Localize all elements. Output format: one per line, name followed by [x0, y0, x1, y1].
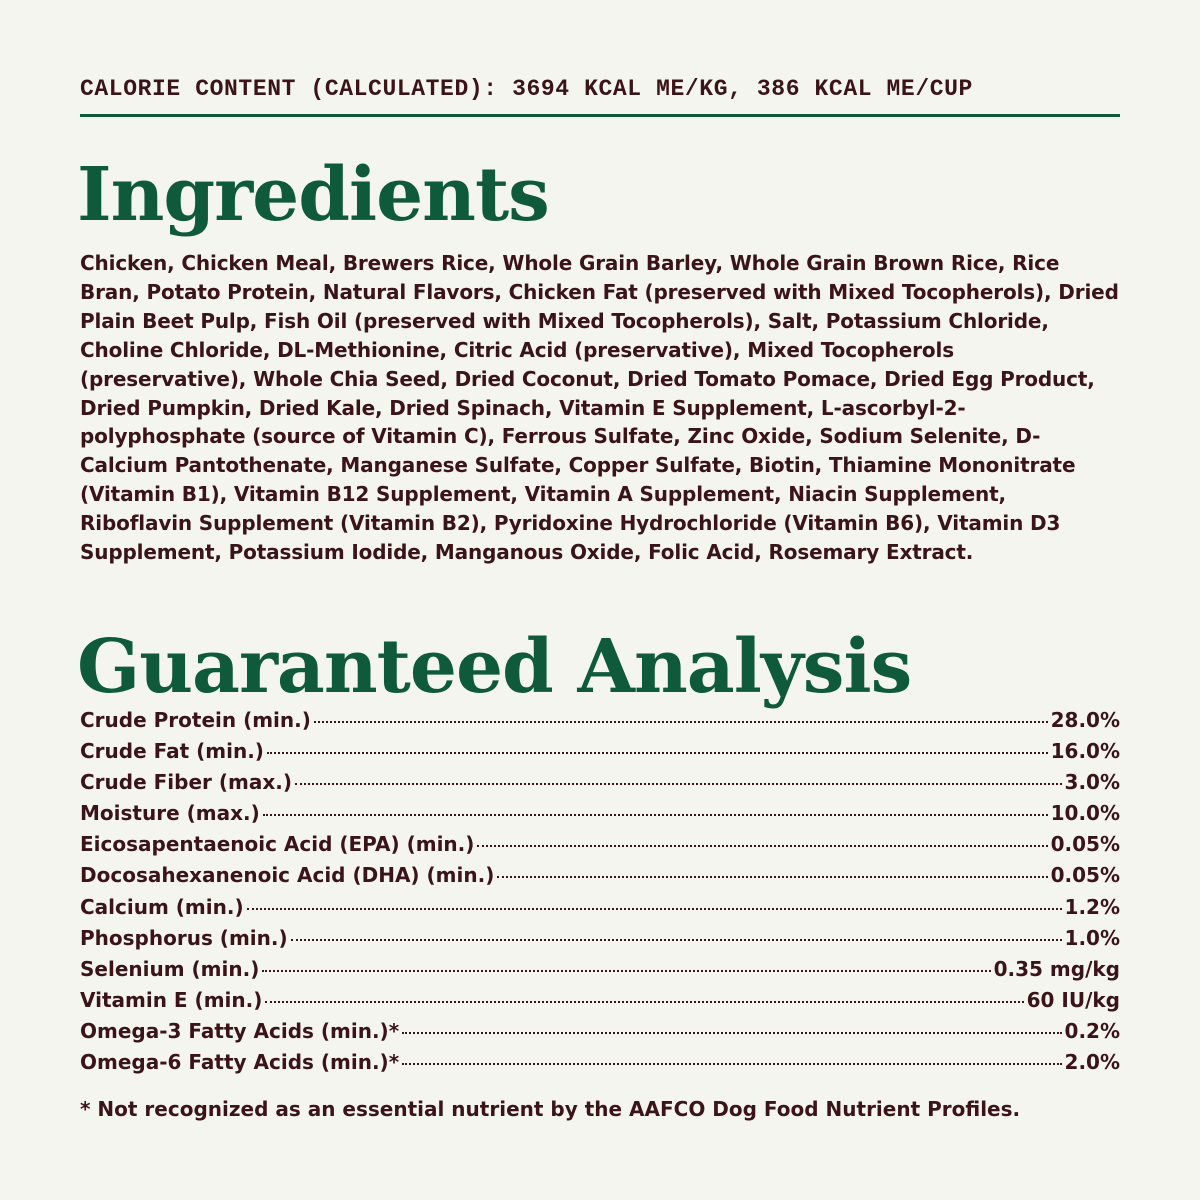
analysis-value: 1.2%	[1064, 894, 1120, 919]
dot-leader	[314, 721, 1048, 723]
divider-rule	[80, 114, 1120, 117]
dot-leader	[295, 783, 1062, 785]
analysis-label: Selenium (min.)	[80, 956, 260, 981]
analysis-row	[80, 988, 1120, 1019]
dot-leader	[497, 876, 1047, 878]
analysis-label: Moisture (max.)	[80, 801, 260, 826]
analysis-row	[80, 801, 1120, 832]
guaranteed-analysis-table	[80, 708, 1120, 1081]
dot-leader	[402, 1063, 1061, 1065]
analysis-label: Omega-3 Fatty Acids (min.)*	[80, 1018, 400, 1043]
analysis-value: 28.0%	[1050, 708, 1120, 732]
analysis-label: Omega-6 Fatty Acids (min.)*	[80, 1050, 400, 1075]
analysis-value: 0.05%	[1050, 832, 1120, 857]
analysis-row	[80, 708, 1120, 739]
analysis-label: Crude Protein (min.)	[80, 708, 311, 732]
analysis-row	[80, 739, 1120, 770]
footnote: * Not recognized as an essential nutrient by the AAFCO Dog Food Nutrient Profiles.	[80, 1097, 1021, 1121]
guaranteed-analysis-heading: Guaranteed Analysis	[77, 624, 912, 710]
dot-leader	[402, 1032, 1061, 1034]
analysis-row	[80, 1050, 1120, 1081]
calorie-content: CALORIE CONTENT (CALCULATED): 3694 KCAL ME/KG, 386 KCAL ME/CUP	[80, 76, 973, 102]
dot-leader	[247, 908, 1062, 910]
analysis-row	[80, 863, 1120, 894]
ingredients-heading: Ingredients	[77, 152, 549, 238]
analysis-value: 0.2%	[1064, 1018, 1120, 1043]
analysis-label: Phosphorus (min.)	[80, 925, 288, 950]
analysis-value: 1.0%	[1064, 925, 1120, 950]
analysis-row	[80, 926, 1120, 957]
analysis-value: 3.0%	[1064, 770, 1120, 795]
analysis-value: 60 IU/kg	[1026, 987, 1120, 1012]
dot-leader	[477, 845, 1047, 847]
analysis-label: Docosahexanenoic Acid (DHA) (min.)	[80, 863, 495, 888]
analysis-row	[80, 895, 1120, 926]
analysis-label: Crude Fat (min.)	[80, 739, 264, 764]
dot-leader	[265, 1001, 1023, 1003]
analysis-row	[80, 832, 1120, 863]
analysis-row	[80, 770, 1120, 801]
analysis-value: 16.0%	[1050, 739, 1120, 764]
dot-leader	[267, 752, 1048, 754]
dot-leader	[291, 939, 1062, 941]
analysis-value: 2.0%	[1064, 1050, 1120, 1075]
analysis-label: Eicosapentaenoic Acid (EPA) (min.)	[80, 832, 475, 857]
analysis-value: 10.0%	[1050, 801, 1120, 826]
analysis-value: 0.05%	[1050, 863, 1120, 888]
ingredients-list: Chicken, Chicken Meal, Brewers Rice, Whole Grain Barley, Whole Grain Brown Rice, Rice Bran, Potato Protein, Natural Flavors, Chicken Fat (preserved with Mixed Tocopherols), Dried Plain Beet Pulp, Fish Oil (preserved with Mixed Tocopherols), Salt, Potassium Chloride, Choline Chloride, DL-Methionine, Citric Acid (preservative), Mixed Tocopherols (preservative), Whole Chia Seed, Dried Coconut, Dried Tomato Pomace, Dried Egg Product, Dried Pumpkin, Dried Kale, Dried Spinach, Vitamin E Supplement, L-ascorbyl-2-polyphosphate (source of Vitamin C), Ferrous Sulfate, Zinc Oxide, Sodium Selenite, D-Calcium Pantothenate, Manganese Sulfate, Copper Sulfate, Biotin, Thiamine Mononitrate (Vitamin B1), Vitamin B12 Supplement, Vitamin A Supplement, Niacin Supplement, Riboflavin Supplement (Vitamin B2), Pyridoxine Hydrochloride (Vitamin B6), Vitamin D3 Supplement, Potassium Iodide, Manganous Oxide, Folic Acid, Rosemary Extract.	[80, 251, 1119, 565]
analysis-row	[80, 1019, 1120, 1050]
analysis-row	[80, 957, 1120, 988]
analysis-label: Vitamin E (min.)	[80, 987, 263, 1012]
analysis-value: 0.35 mg/kg	[993, 956, 1120, 981]
dot-leader	[262, 970, 990, 972]
analysis-label: Crude Fiber (max.)	[80, 770, 292, 795]
dot-leader	[263, 814, 1048, 816]
analysis-label: Calcium (min.)	[80, 894, 244, 919]
